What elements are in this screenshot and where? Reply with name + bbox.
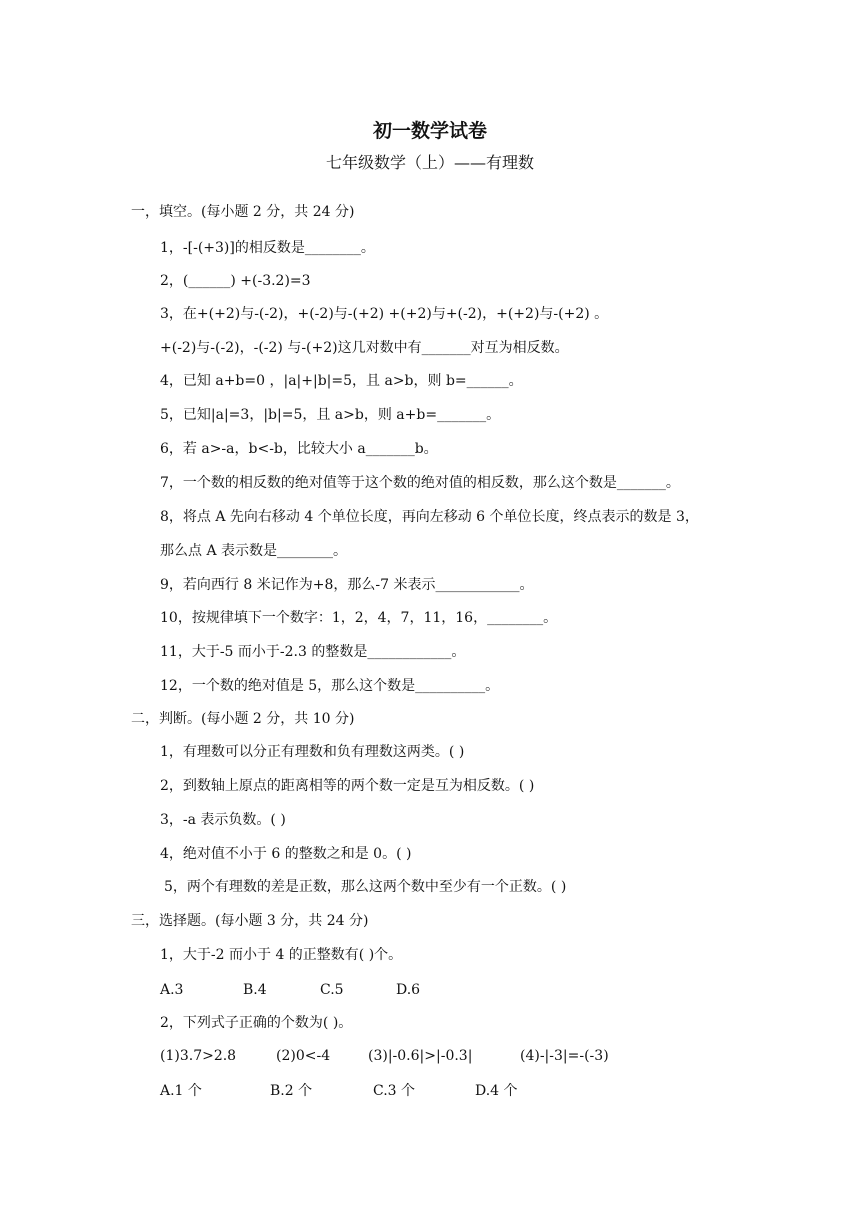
question-line: 9，若向西行 8 米记作为+8，那么-7 米表示____________。: [160, 577, 534, 593]
question-line: 3，-a 表示负数。( ): [160, 812, 286, 828]
section-heading-fill-in: 一，填空。(每小题 2 分，共 24 分): [131, 204, 355, 220]
choice-option: A.3: [160, 982, 184, 998]
question-line: +(-2)与-(-2)，-(-2) 与-(+2)这几对数中有_______对互为相反数。: [160, 340, 569, 356]
expression-item: (4)-|-3|=-(-3): [520, 1048, 609, 1064]
choice-option: C.5: [320, 982, 344, 998]
expression-item: (1)3.7>2.8: [160, 1048, 237, 1064]
question-line: 2，到数轴上原点的距离相等的两个数一定是互为相反数。( ): [160, 778, 535, 794]
question-line: 2，下列式子正确的个数为( )。: [160, 1015, 353, 1031]
choice-option: C.3 个: [373, 1083, 416, 1099]
question-line: 5，两个有理数的差是正数，那么这两个数中至少有一个正数。( ): [164, 879, 567, 895]
choice-option: B.2 个: [270, 1083, 313, 1099]
question-line: 5，已知|a|=3，|b|=5，且 a>b，则 a+b=_______。: [160, 407, 501, 423]
section-heading-true-false: 二，判断。(每小题 2 分，共 10 分): [131, 711, 355, 727]
question-line: 1，有理数可以分正有理数和负有理数这两类。( ): [160, 744, 465, 760]
choice-option: D.4 个: [475, 1083, 518, 1099]
question-line: 4，已知 a+b=0 ，|a|+|b|=5，且 a>b，则 b=______。: [160, 373, 523, 389]
question-line: 6，若 a>-a，b<-b，比较大小 a_______b。: [160, 441, 438, 457]
page-title: 初一数学试卷: [372, 120, 487, 142]
question-line: 11，大于-5 而小于-2.3 的整数是____________。: [160, 644, 466, 660]
expression-item: (3)|-0.6|>|-0.3|: [368, 1048, 473, 1064]
question-line: 2，(______) +(-3.2)=3: [160, 273, 311, 289]
question-line: 1，-[-(+3)]的相反数是________。: [160, 240, 375, 256]
question-line: 那么点 A 表示数是________。: [160, 543, 348, 559]
question-line: 12，一个数的绝对值是 5，那么这个数是__________。: [160, 678, 500, 694]
question-line: 7，一个数的相反数的绝对值等于这个数的绝对值的相反数，那么这个数是_______。: [160, 475, 680, 491]
choice-option: A.1 个: [160, 1083, 202, 1099]
question-line: 10，按规律填下一个数字：1，2，4，7，11，16，________。: [160, 610, 558, 626]
question-line: 8，将点 A 先向右移动 4 个单位长度，再向左移动 6 个单位长度，终点表示的数是 3，: [160, 509, 699, 525]
section-heading-multiple-choice: 三，选择题。(每小题 3 分，共 24 分): [131, 913, 369, 929]
expression-item: (2)0<-4: [276, 1048, 331, 1064]
choice-option: B.4: [243, 982, 267, 998]
choice-option: D.6: [396, 982, 421, 998]
question-line: 1，大于-2 而小于 4 的正整数有( )个。: [160, 947, 403, 963]
question-line: 3，在+(+2)与-(-2)，+(-2)与-(+2) +(+2)与+(-2)，+(+2)与-(+2) 。: [160, 306, 609, 322]
page-subtitle: 七年级数学（上）——有理数: [325, 153, 534, 172]
question-line: 4，绝对值不小于 6 的整数之和是 0。( ): [160, 846, 412, 862]
